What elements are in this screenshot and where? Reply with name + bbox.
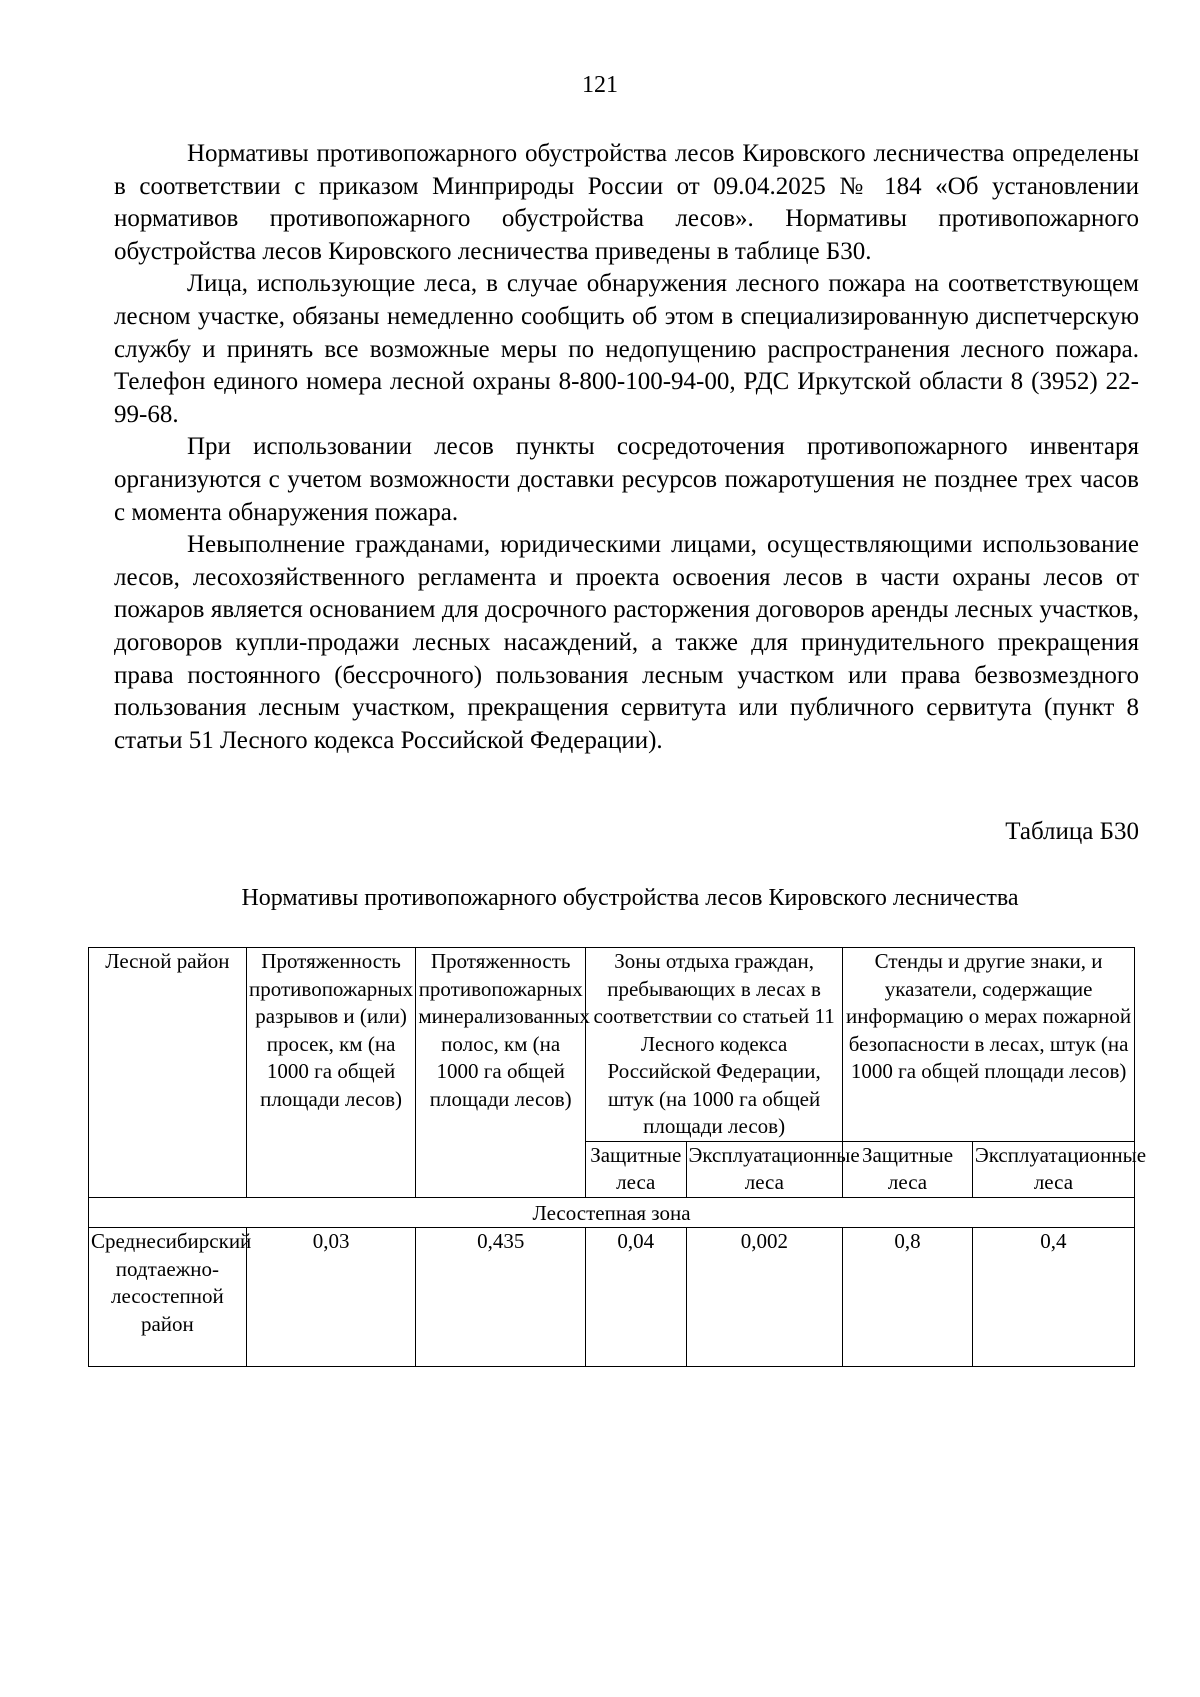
- paragraph: Невыполнение гражданами, юридическими лицами, осуществляющими использование лесов, лесохозяйственного регламента и проекта освоения лесов в части охраны лесов от пожаров является основанием для досрочного расторжения договоров аренды лесных участков, договоров купли-продажи лесных насаждений, а также для принудительного прекращения права постоянного (бессрочного) пользования лесным участком или права безвозмездного пользования лесным участком, прекращения сервитута или публичного сервитута (пункт 8 статьи 51 Лесного кодекса Российской Федерации).: [114, 531, 1139, 754]
- header-district: Лесной район: [89, 948, 247, 1198]
- zone-row: [89, 1197, 1135, 1228]
- table-label: Таблица Б30: [1005, 818, 1139, 845]
- paragraph: Лица, использующие леса, в случае обнаружения лесного пожара на соответствующем лесном участке, обязаны немедленно сообщить об этом в специализированную диспетчерскую службу и принять все возможные меры по недопущению распространения лесного пожара. Телефон единого номера лесной охраны 8-800-100-94-00, РДС Иркутской области 8 (3952) 22-99-68.: [114, 270, 1139, 428]
- table-row: [89, 1228, 1135, 1367]
- cell-stands-protective: 0,8: [843, 1228, 973, 1367]
- header-row: [89, 948, 1135, 1142]
- header-stands: Стенды и другие знаки, и указатели, содержащие информацию о мерах пожарной безопасности в лесах, штук (на 1000 га общей площади лесов): [843, 948, 1135, 1142]
- subheader-stands-protective: Защитные леса: [843, 1141, 973, 1197]
- paragraph: При использовании лесов пункты сосредоточения противопожарного инвентаря организуются с учетом возможности доставки ресурсов пожаротушения не позднее трех часов с момента обнаружения пожара.: [114, 433, 1139, 526]
- body-text: [114, 138, 1139, 757]
- cell-rest-protective: 0,04: [586, 1228, 686, 1367]
- subheader-rest-protective: Защитные леса: [586, 1141, 686, 1197]
- cell-district: Среднесибирский подтаежно-лесостепной район: [89, 1228, 247, 1367]
- cell-mineral-strips: 0,435: [416, 1228, 586, 1367]
- subheader-stands-exploitation: Эксплуатационные леса: [972, 1141, 1134, 1197]
- header-mineral-strips: Протяженность противопожарных минерализованных полос, км (на 1000 га общей площади лесов): [416, 948, 586, 1198]
- cell-rest-exploitation: 0,002: [686, 1228, 843, 1367]
- cell-stands-exploitation: 0,4: [972, 1228, 1134, 1367]
- paragraph: Нормативы противопожарного обустройства лесов Кировского лесничества определены в соответствии с приказом Минприроды России от 09.04.2025 № 184 «Об установлении нормативов противопожарного обустройства лесов». Нормативы противопожарного обустройства лесов Кировского лесничества приведены в таблице Б30.: [114, 140, 1139, 265]
- header-firebreaks: Протяженность противопожарных разрывов и (или) просек, км (на 1000 га общей площади лесов): [246, 948, 416, 1198]
- table-title: Нормативы противопожарного обустройства лесов Кировского лесничества: [241, 885, 1019, 911]
- zone-label: Лесостепная зона: [89, 1197, 1135, 1228]
- subheader-rest-exploitation: Эксплуатационные леса: [686, 1141, 843, 1197]
- norms-table: [88, 947, 1147, 1367]
- page-number: 121: [582, 72, 618, 98]
- header-rest-zones: Зоны отдыха граждан, пребывающих в лесах в соответствии со статьей 11 Лесного кодекса Российской Федерации, штук (на 1000 га общей площади лесов): [586, 948, 843, 1142]
- cell-firebreaks: 0,03: [246, 1228, 416, 1367]
